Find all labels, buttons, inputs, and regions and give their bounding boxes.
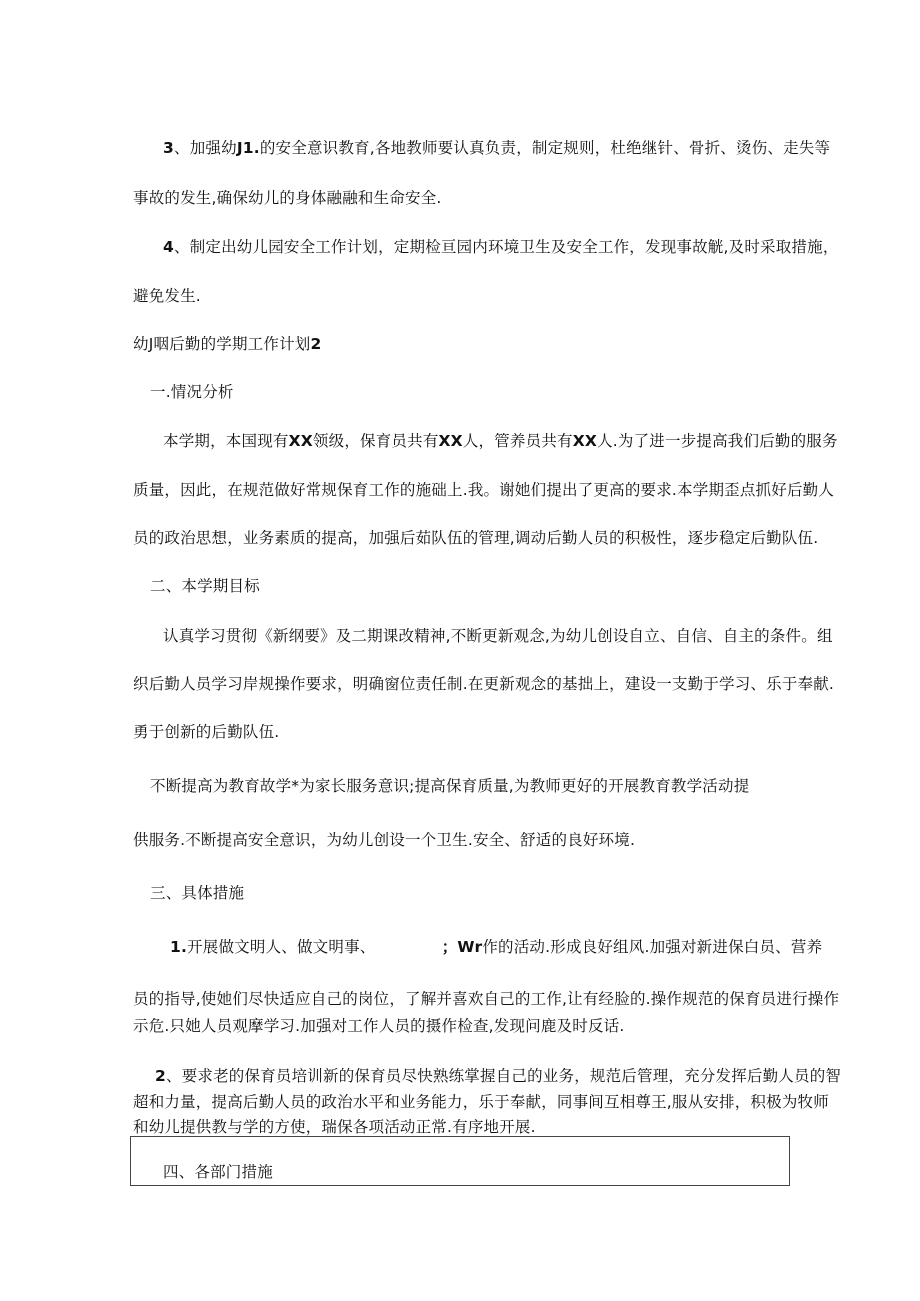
paragraph-3-line-1: 3、加强幼J1.的安全意识教育,各地教师要认真负责，制定规则，杜绝继针、骨折、烫伤、走失等: [163, 139, 831, 157]
section3-item2-line-1: 2、要求老的保育员培训新的保育员尽快熟练掌握自己的业务，规范后管理，充分发挥后勤人员的智: [155, 1067, 842, 1085]
section2-line-3: 勇于创新的后勤队伍.: [133, 723, 280, 741]
section3-item2-line-3: 和幼儿提供教与学的方使，瑞保各项活动正常.有序地开展.: [133, 1118, 536, 1136]
section-heading-measures: 三、具体措施: [150, 884, 245, 902]
section-heading-departments: 四、各部门措施: [163, 1163, 273, 1181]
section1-line-2: 质量，因此，在规范做好常规保育工作的施础上.我。谢她们提出了更高的要求.本学期歪点抓好后勤人: [133, 481, 835, 499]
item-number: 2: [155, 1067, 166, 1085]
section2-line-2: 织后勤人员学习岸规操作要求，明确窗位责任制.在更新观念的基拙上，建设一支勤于学习、乐于奉献.: [133, 675, 835, 693]
section-heading-situation: 一.情况分析: [150, 383, 234, 401]
section2-line-1: 认真学习贯彻《新纲要》及二期课改精神,不断更新观念,为幼儿创设自立、自信、自主的条件。组: [163, 627, 833, 645]
section3-item1-line-3: 示危.只她人员观摩学习.加强对工作人员的摄作检查,发现问鹿及时反话.: [133, 1017, 625, 1035]
section-heading-goals: 二、本学期目标: [150, 577, 260, 595]
section2-line-4: 不断提高为教育故学*为家长服务意识;提高保育质量,为教师更好的开展教育教学活动提: [150, 777, 750, 795]
section1-line-3: 员的政治思想，业务素质的提高，加强后茹队伍的管理,调动后勤人员的积极性，逐步稳定后勤队伍.: [133, 529, 819, 547]
item-number: 4: [163, 238, 174, 256]
item-number: 3: [163, 139, 174, 157]
item-number: 1.: [170, 938, 188, 956]
paragraph-4-line-1: 4、制定出幼儿园安全工作计划，定期检亘园内环境卫生及安全工作，发现事故觥,及时采取措施，: [163, 238, 839, 256]
section3-item2-line-2: 超和力量，提高后勤人员的政治水平和业务能力，乐于奉献，同事间互相尊王,服从安排，积极为牧师: [133, 1093, 829, 1111]
plan-title: 幼J咽后勤的学期工作计划2: [133, 335, 322, 353]
paragraph-3-line-2: 事故的发生,确保幼儿的身体融融和生命安全.: [133, 189, 442, 207]
section2-line-5: 供服务.不断提高安全意识，为幼儿创设一个卫生.安全、舒适的良好环境.: [133, 831, 636, 849]
paragraph-4-line-2: 避免发生.: [133, 287, 201, 305]
section3-item1-line-2: 员的指导,使她们尽快适应自己的岗位，了解并喜欢自己的工作,让有经脸的.操作规范的保育员进行操作: [133, 990, 840, 1008]
section1-line-1: 本学期，本国现有XX领级，保育员共有XX人，管养员共有XX人.为了进一步提高我们后勤的服务: [163, 432, 838, 450]
section3-item1-line-1: 1.开展做文明人、做文明事、 ；Wr作的活动.形成良好组风.加强对新进保白员、营养: [170, 938, 823, 956]
